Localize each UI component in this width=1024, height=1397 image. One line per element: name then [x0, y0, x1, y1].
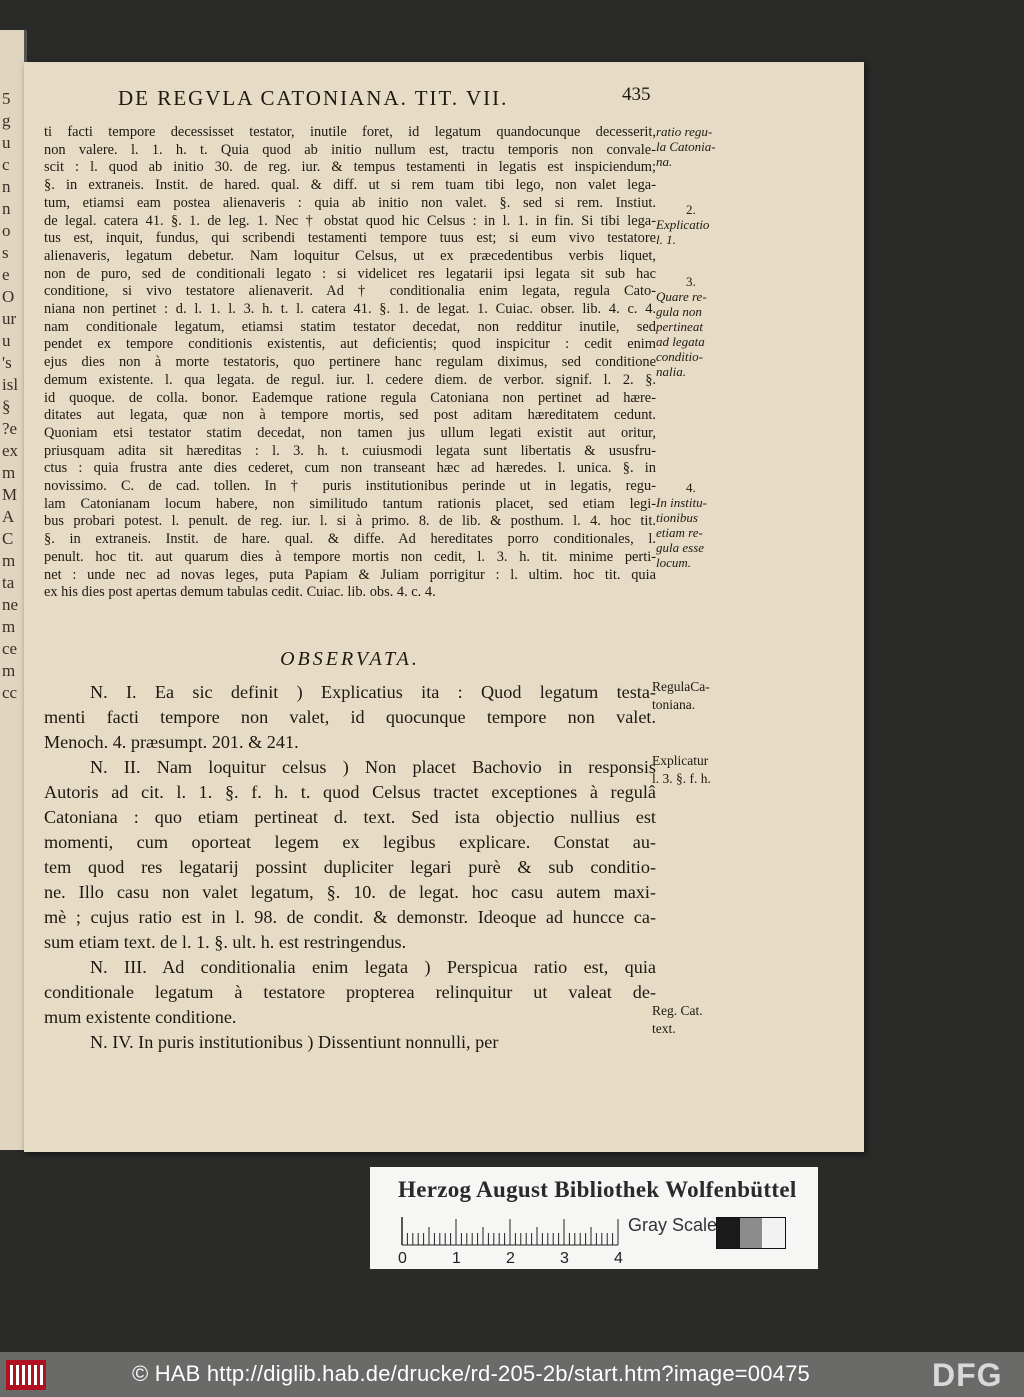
left-page-fragment: u: [2, 133, 11, 152]
observata-line: mè ; cujus ratio est in l. 98. de condit. & demonstr. Ideoque ad huncce ca-: [44, 907, 656, 927]
observata-line: Autoris ad cit. l. 1. §. f. h. t. quod Celsus tractet exceptiones à regulâ: [44, 782, 656, 802]
body-line: tum, etiamsi eam postea alienaveris : quia ab initio non valet. §. sed si rem. Instiut.: [44, 194, 656, 211]
left-page-fragment: M: [2, 485, 18, 504]
body-line: lam Catonianam locum habere, non similitudo tantum rationis placet, sed etiam legi-: [44, 495, 656, 512]
margin-note-text: Quare re- gula non pertineat ad legata conditio- nalia.: [656, 289, 707, 379]
left-page-fragment: ne: [2, 595, 19, 614]
left-page-edge: [0, 30, 27, 1150]
left-page-fragment: ex: [2, 441, 19, 460]
observata-margin-3: [652, 1002, 762, 1038]
running-head: DE REGVLA CATONIANA. TIT. VII.: [118, 86, 509, 110]
left-page-fragment: ?e: [2, 419, 18, 438]
observata-line: mum existente conditione.: [44, 1007, 237, 1027]
left-page-fragment: e: [2, 265, 10, 284]
body-line: ejus dies non à morte testatoris, quo pertinere hanc regulam diximus, sed conditione: [44, 354, 656, 371]
body-line: bus probari potest. l. penult. de reg. iur. l. si à primo. 8. de lib. & posthum. l. 4. hoc tit.: [44, 513, 656, 530]
body-line: penult. hoc tit. aut quarum dies à tempore mortis non cedit, l. 3. h. tit. minime perti-: [44, 548, 656, 565]
body-line: §. in extraneis. Instit. de hare. qual. & diffe. Ad hereditates porro conditionales, l.: [44, 531, 656, 548]
left-page-fragment: g: [2, 111, 11, 130]
left-page-fragment: C: [2, 529, 14, 548]
body-line: scit : l. quod ab initio 30. de reg. iur. & tempus testamenti in legatis est inspiciendum;: [44, 159, 656, 176]
ruler-number: 4: [614, 1250, 623, 1267]
body-line: non de puro, sed de conditionali legato : si videlicet res legatarii ipsi legata sit sub hac: [44, 265, 656, 282]
body-line: niana non pertinet : d. l. 1. l. 3. h. t. l. catera 41. §. 1. de legat. 1. Cuiac. obser. lib. 4. c. 4.: [44, 301, 656, 318]
left-page-fragment: §: [2, 397, 11, 416]
observata-heading: OBSERVATA.: [280, 648, 420, 670]
observata-line: conditionale legatum à testatore propterea relinquitur ut valeat de-: [44, 982, 656, 1002]
body-text: [44, 124, 656, 602]
margin-note-text: In institu- tionibus etiam re- gula esse locum.: [656, 495, 707, 570]
observata-line: tem quod res legatarij possint dupliciter legari purè & sub conditio-: [44, 857, 656, 877]
left-page-fragment: cc: [2, 683, 18, 702]
observata-line: N. II. Nam loquitur celsus ) Non placet Bachovio in responsis: [90, 757, 656, 777]
body-line: ex his dies post apertas demum tabulas cedit. Cuiac. lib. obs. 4. c. 4.: [44, 584, 436, 601]
page-number: 435: [622, 84, 651, 105]
body-line: priusquam adita sit hæreditas : l. 3. h. t. cuiusmodi legata sunt libertatis & ususfru-: [44, 442, 656, 459]
page-header: [44, 80, 844, 108]
observata-margin-text: Explicatur l. 3. §. f. h.: [652, 753, 711, 786]
gray-swatch: [717, 1218, 740, 1248]
body-line: nam conditionale legatum, etiamsi statim testator decedat, non redditur inutile, sed: [44, 318, 656, 335]
left-page-fragment: O: [2, 287, 15, 306]
hab-logo-icon: [6, 1360, 46, 1390]
gray-scale-label: Gray Scale: [628, 1215, 718, 1235]
ruler-scale: [396, 1215, 636, 1267]
left-page-fragment: ce: [2, 639, 18, 658]
body-line: de legal. catera 41. §. 1. de leg. 1. Nec † obstat quod hic Celsus : in l. 1. in fin. Si tibi lega-: [44, 212, 656, 229]
left-page-fragment: u: [2, 331, 11, 350]
left-page-fragment: m: [2, 617, 16, 636]
left-page-fragment: 's: [2, 353, 12, 372]
left-page-fragment: m: [2, 661, 16, 680]
observata-text: [44, 680, 656, 1055]
body-line: id quoque. de colla. bonor. Eademque ratione regula Catoniana non pertinet ad hære-: [44, 389, 656, 406]
body-line: demum existente. l. qua legata. de regul. iur. l. cedere diem. de verbor. signif. l. 2. §.: [44, 371, 656, 388]
body-line: alienaveris, legatum debetur. Nam loquitur Celsus, ut ex præcedentibus verbis liquet,: [44, 247, 656, 264]
left-page-fragment: ta: [2, 573, 15, 592]
left-page-fragment: A: [2, 507, 15, 526]
body-line: conditione, si vivo testatore alienaverit. Ad † conditionalia enim legata, regula Cato-: [44, 283, 656, 300]
left-page-fragment: 5: [2, 89, 11, 108]
margin-note-4: [656, 480, 746, 570]
gray-swatch: [762, 1218, 785, 1248]
gray-swatch: [740, 1218, 763, 1248]
left-page-fragment: c: [2, 155, 10, 174]
observata-line: momenti, cum oporteat legem ex legibus explicare. Constat au-: [44, 832, 656, 852]
library-name: Herzog August Bibliothek Wolfenbüttel: [398, 1177, 797, 1202]
library-color-card: [370, 1167, 818, 1269]
observata-line: menti facti tempore non valet, id quocunque tempore non valet.: [44, 707, 656, 727]
body-line: tus est, inquit, fundus, qui scribendi testamenti tempore tuus est; si eum vivo testatore: [44, 230, 656, 247]
margin-note-3: [656, 274, 746, 379]
margin-note-text: ratio regu- la Catonia- na.: [656, 124, 716, 169]
left-page-fragment: isl: [2, 375, 19, 394]
observata-margin-text: RegulaCa- toniana.: [652, 679, 710, 712]
gray-scale-bar: [716, 1217, 786, 1249]
observata-line: sum etiam text. de l. 1. §. ult. h. est restringendus.: [44, 932, 407, 952]
margin-note-number: 2.: [686, 202, 696, 217]
left-page-fragment: ur: [2, 309, 17, 328]
ruler-number: 3: [560, 1250, 569, 1267]
body-line: ctus : quia frustra ante dies cederet, cum non transeant hæc ad hæredes. l. unica. §. in: [44, 460, 656, 477]
margin-note-text: Explicatio l. 1.: [656, 217, 710, 247]
observata-margin-text: Reg. Cat. text.: [652, 1003, 703, 1036]
body-line: non valere. l. 1. h. t. Quia quod ab initio nullum est, tractu temporis non convale-: [44, 141, 656, 158]
observata-margin-2: [652, 752, 762, 788]
body-line: net : unde nec ad novas leges, puta Papiam & Juliam porrigitur : l. ultim. hoc tit. quia: [44, 566, 656, 583]
left-page-fragment: n: [2, 177, 11, 196]
observata-line: N. I. Ea sic definit ) Explicatius ita : Quod legatum testa-: [90, 682, 656, 702]
body-line: novissimo. C. de cad. tollen. In † puris institutionibus perinde ut in legatis, regu-: [44, 478, 656, 495]
left-page-fragment: s: [2, 243, 9, 262]
body-line: ti facti tempore decessisset testator, inutile foret, id legatum quandocunque decesserit,: [44, 124, 656, 140]
left-page-fragment: m: [2, 463, 16, 482]
ruler-number: 0: [398, 1250, 407, 1267]
ruler-number: 2: [506, 1250, 515, 1267]
margin-note-2: [656, 202, 746, 247]
left-page-fragment: o: [2, 221, 11, 240]
margin-note-1: [656, 124, 746, 169]
left-page-fragment: n: [2, 199, 11, 218]
body-line: Quoniam etsi testator statim decedat, non tamen jus ullum legati existit aut oritur,: [44, 424, 656, 441]
footer-bar: [0, 1352, 1024, 1397]
margin-note-number: 3.: [686, 274, 696, 289]
observata-line: Catoniana : quo etiam pertineat d. text. Sed ista objectio nullius est: [44, 807, 656, 827]
book-page: [24, 62, 864, 1152]
margin-note-number: 4.: [686, 480, 696, 495]
ruler-number: 1: [452, 1250, 461, 1267]
observata-line: Menoch. 4. præsumpt. 201. & 241.: [44, 732, 299, 752]
body-line: pendet ex tempore conditionis existentis, aut deficientis; quod inspicitur : cedit enim: [44, 336, 656, 353]
left-page-fragment: m: [2, 551, 16, 570]
body-line: ditates aut legata, quæ non à tempore mortis, sed post aditam hæreditatem cedunt.: [44, 407, 656, 424]
observata-line: N. III. Ad conditionalia enim legata ) Perspicua ratio est, quia: [90, 957, 656, 977]
body-line: §. in extraneis. Instit. de hared. qual. & diff. ut si rem tuam tibi lego, non valet lega-: [44, 177, 656, 194]
footer-url[interactable]: © HAB http://diglib.hab.de/drucke/rd-205-2b/start.htm?image=00475: [132, 1361, 810, 1386]
observata-line: N. IV. In puris institutionibus ) Dissentiunt nonnulli, per: [90, 1032, 499, 1052]
dfg-logo: DFG: [932, 1357, 1003, 1393]
observata-margin-1: [652, 678, 762, 714]
observata-line: ne. Illo casu non valet legatum, §. 10. de legat. hoc casu autem maxi-: [44, 882, 656, 902]
